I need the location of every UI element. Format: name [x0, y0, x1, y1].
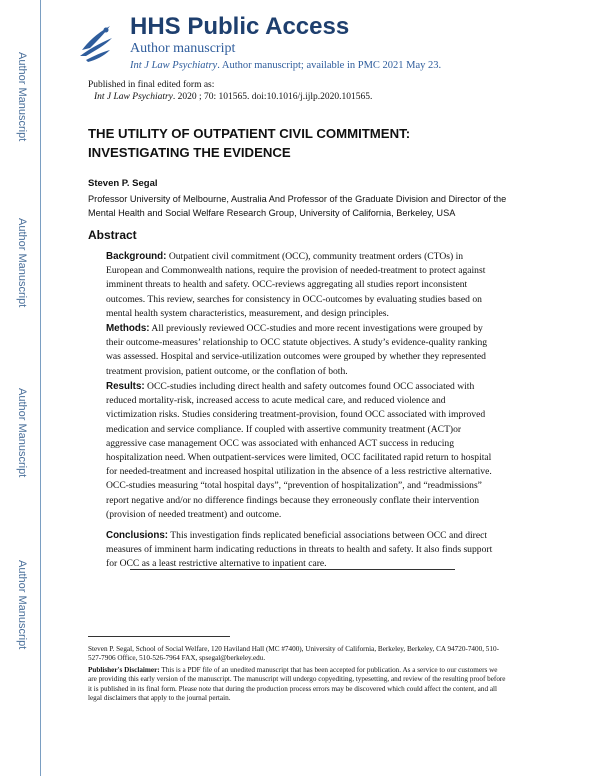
- header-title: HHS Public Access: [130, 13, 350, 40]
- publication-journal: Int J Law Psychiatry: [94, 92, 173, 102]
- section-label: Methods:: [106, 323, 150, 334]
- publication-details: . 2020 ; 70: 101565. doi:10.1016/j.ijlp.2020.101565.: [172, 92, 373, 102]
- footnote-divider: [88, 636, 230, 637]
- header-citation: [130, 60, 441, 71]
- disclaimer-label: Publisher's Disclaimer:: [88, 665, 160, 674]
- author-affiliation: Professor University of Melbourne, Australia And Professor of the Graduate Division and Director of the Mental Health and Social Welfare Research Group, University of California, Berkeley, USA: [88, 194, 507, 218]
- section-text: OCC-studies including direct health and safety outcomes found OCC associated with reduced mortality-risk, increased access to acute medical care, and reduced violence and victimization risks. Studies considering treatment-provision, found OCC associated with improved medication and service compliance. If coupled with assertive community treatment (ACT)or aggressive case management OCC was associated with enhanced ACT success in reducing hospitalization need. When outpatient-services were limited, OCC facilitated rapid return to hospital for needed-treatment and increased hospital utilization in the absence of a less restrictive alternative. OCC-studies measuring “total hospital days”, “prevention of hospitalization”, and “readmissions” report negative and/or no difference findings because they erroneously conflate their intervention (provision of needed treatment) and outcome.: [106, 381, 492, 520]
- sidebar: [0, 0, 41, 776]
- author-name: Steven P. Segal: [88, 178, 158, 189]
- article-title: [88, 124, 528, 162]
- header-journal: Int J Law Psychiatry: [130, 60, 218, 71]
- section-text: Outpatient civil commitment (OCC), community treatment orders (CTOs) in European and Commonwealth nations, require the provision of needed-treatment to protect against imminent threats to health and safety. OCC-reviews aggregating all studies report inconsistent outcomes. This review, searches for consistency in OCC-outcomes by evaluating studies based on mental health system characteristics, measurement, and design principles.: [106, 251, 486, 319]
- abstract-results: [106, 380, 498, 522]
- section-label: Background:: [106, 251, 167, 262]
- header-citation-rest: . Author manuscript; available in PMC 2021 May 23.: [217, 60, 442, 71]
- footnote-contact: Steven P. Segal, School of Social Welfare, 120 Haviland Hall (MC #7400), University of California, Berkeley, Berkeley, CA 94720-7400, 510-527-7906 Office, 510-526-7964 FAX, spsegal@berkeley.edu.: [88, 645, 499, 663]
- footnotes: [88, 645, 508, 705]
- disclaimer-text: This is a PDF file of an unedited manuscript that has been accepted for publication. As a service to our customers we are providing this early version of the manuscript. The manuscript will undergo copyediting, typesetting, and review of the resulting proof before it is published in its final form. Please note that during the production process errors may be discovered which could affect the content, and all legal disclaimers that apply to the journal pertain.: [88, 665, 506, 703]
- header-subtitle: Author manuscript: [130, 41, 236, 56]
- abstract-conclusions: [106, 529, 498, 572]
- publication-citation: [94, 91, 372, 103]
- hhs-eagle-logo-icon: [76, 20, 116, 64]
- abstract-background: [106, 250, 498, 321]
- publication-label: Published in final edited form as:: [88, 80, 215, 90]
- section-text: All previously reviewed OCC-studies and more recent investigations were grouped by their outcome-measures’ relationship to OCC statute objectives. A study’s evidence-quality ranking was assessed. Hospital and service-utilization outcomes were grouped by whether they represented treatment provision, patient outcome, or the conflation of both.: [106, 323, 488, 377]
- sidebar-label: Author Manuscript: [16, 560, 28, 650]
- section-label: Results:: [106, 381, 145, 392]
- abstract-heading: Abstract: [88, 228, 137, 242]
- section-text: This investigation finds replicated beneficial associations between OCC and direct measures of imminent harm indicating reductions in threats to health and safety. It also finds support for OCC as a least restrictive alternative to inpatient care.: [106, 530, 493, 570]
- sidebar-label: Author Manuscript: [16, 218, 28, 308]
- abstract-methods: [106, 322, 498, 379]
- publication-info: [88, 79, 372, 103]
- section-label: Conclusions:: [106, 530, 169, 541]
- sidebar-label: Author Manuscript: [16, 52, 28, 142]
- footnote-disclaimer: [88, 666, 508, 704]
- title-line: INVESTIGATING THE EVIDENCE: [88, 145, 291, 160]
- underline-divider: [130, 569, 455, 570]
- title-line: THE UTILITY OF OUTPATIENT CIVIL COMMITMENT:: [88, 126, 411, 141]
- sidebar-label: Author Manuscript: [16, 388, 28, 478]
